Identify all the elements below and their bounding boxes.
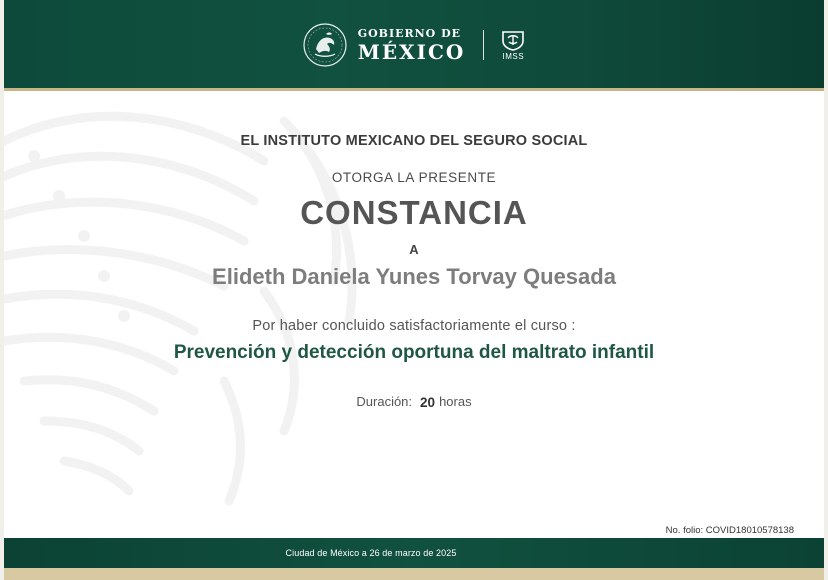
duration-label: Duración: <box>356 394 413 409</box>
course-name: Prevención y detección oportuna del maltrato infantil <box>173 342 655 363</box>
header-band <box>4 0 824 88</box>
folio-number: No. folio: COVID18010578138 <box>665 525 794 536</box>
duration-value: 20 <box>420 395 436 410</box>
gobierno-big-text: MÉXICO <box>357 40 466 64</box>
brand-logos <box>302 22 527 68</box>
eagle-watermark-icon <box>4 91 384 538</box>
a-connector: A <box>409 242 419 257</box>
imss-logo <box>500 29 526 61</box>
footer-gold-strip <box>4 568 824 580</box>
mexico-seal-icon <box>302 22 348 68</box>
imss-logo-icon <box>500 29 526 51</box>
imss-label: IMSS <box>502 52 525 61</box>
logo-divider <box>483 30 484 60</box>
gobierno-wordmark <box>358 28 466 62</box>
duration-line <box>4 394 824 409</box>
duration-unit: horas <box>439 394 472 409</box>
place-date-text: Ciudad de México a 26 de marzo de 2025 <box>285 548 457 558</box>
instituto-heading: EL INSTITUTO MEXICANO DEL SEGURO SOCIAL <box>240 133 588 149</box>
gobierno-small-text: GOBIERNO DE <box>357 27 462 40</box>
otorga-text: OTORGA LA PRESENTE <box>331 170 497 185</box>
completion-statement: Por haber concluido satisfactoriamente el curso : <box>252 318 576 334</box>
certificate-title: CONSTANCIA <box>300 194 528 231</box>
certificate-body <box>4 91 824 538</box>
footer-band <box>4 538 824 568</box>
recipient-name: Elideth Daniela Yunes Torvay Quesada <box>212 264 616 289</box>
